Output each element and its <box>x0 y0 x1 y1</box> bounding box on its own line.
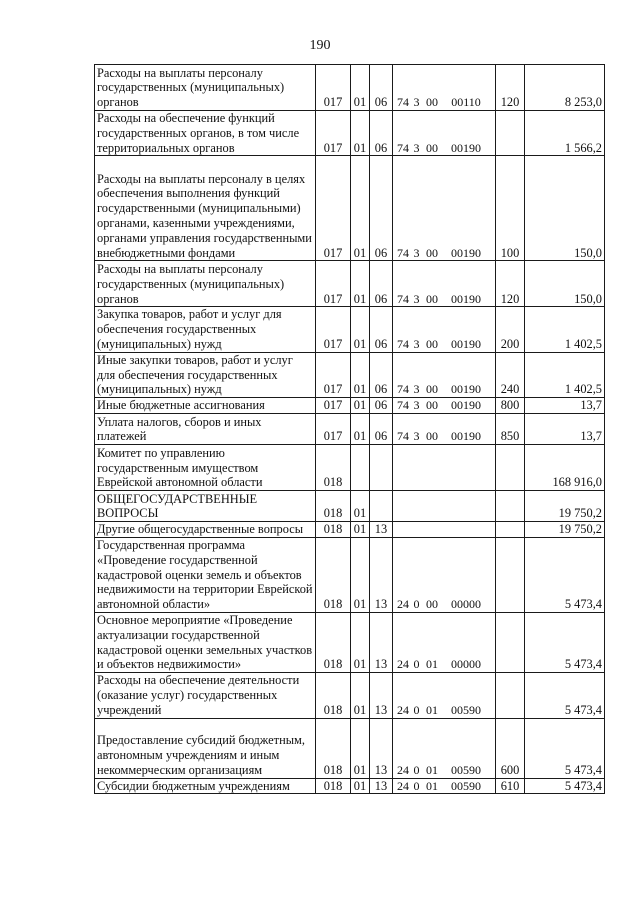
cell-target-article <box>393 398 496 414</box>
cell-section-code: 01 <box>351 352 370 397</box>
page-number: 190 <box>309 38 331 53</box>
target-article-part: 00590 <box>451 778 481 793</box>
target-article-part: 74 <box>397 336 409 351</box>
target-article-part: 00190 <box>451 245 481 260</box>
cell-amount: 19 750,2 <box>525 491 605 522</box>
target-article-part: 01 <box>426 702 438 717</box>
target-article-part: 3 <box>413 429 420 444</box>
target-article-part: 24 <box>397 778 409 793</box>
row-name: Уплата налогов, сборов и иных платежей <box>95 414 316 445</box>
target-article-part: 00 <box>426 95 438 110</box>
cell-section-code: 01 <box>351 398 370 414</box>
target-article-part: 3 <box>413 245 420 260</box>
cell-ministry-code: 017 <box>316 65 351 111</box>
target-article-part: 0 <box>413 762 420 777</box>
cell-amount: 5 473,4 <box>525 673 605 718</box>
cell-amount: 5 473,4 <box>525 778 605 794</box>
target-article-part: 00590 <box>451 762 481 777</box>
row-name: Расходы на выплаты персоналу государственных (муниципальных) органов <box>95 65 316 111</box>
cell-amount: 19 750,2 <box>525 522 605 538</box>
target-article-part: 74 <box>397 291 409 306</box>
cell-section-code: 01 <box>351 261 370 307</box>
cell-expense-type: 850 <box>496 414 525 445</box>
cell-subsection-code: 13 <box>370 522 393 538</box>
cell-amount: 1 402,5 <box>525 307 605 352</box>
cell-ministry-code: 018 <box>316 445 351 491</box>
cell-amount: 5 473,4 <box>525 718 605 778</box>
cell-ministry-code: 018 <box>316 778 351 794</box>
row-name: Основное мероприятие «Проведение актуализации государственной кадастровой оценки земельных участков и объектов недвижимости» <box>95 612 316 672</box>
row-name: Расходы на обеспечение деятельности (оказание услуг) государственных учреждений <box>95 673 316 718</box>
cell-target-article <box>393 307 496 352</box>
cell-target-article <box>393 261 496 307</box>
target-article-part: 00000 <box>451 657 481 672</box>
target-article-part: 3 <box>413 95 420 110</box>
table-row <box>95 352 605 397</box>
target-article-part: 3 <box>413 336 420 351</box>
cell-amount: 5 473,4 <box>525 612 605 672</box>
cell-expense-type: 200 <box>496 307 525 352</box>
cell-subsection-code: 06 <box>370 65 393 111</box>
cell-ministry-code: 017 <box>316 307 351 352</box>
cell-subsection-code: 06 <box>370 156 393 261</box>
cell-ministry-code: 018 <box>316 537 351 612</box>
table-row <box>95 445 605 491</box>
budget-table <box>94 64 605 794</box>
cell-expense-type <box>496 522 525 538</box>
cell-subsection-code: 06 <box>370 261 393 307</box>
cell-amount: 1 566,2 <box>525 111 605 156</box>
cell-section-code: 01 <box>351 612 370 672</box>
cell-ministry-code: 017 <box>316 156 351 261</box>
cell-expense-type: 600 <box>496 718 525 778</box>
cell-subsection-code <box>370 491 393 522</box>
cell-ministry-code: 018 <box>316 522 351 538</box>
cell-target-article <box>393 718 496 778</box>
cell-section-code: 01 <box>351 718 370 778</box>
table-row <box>95 612 605 672</box>
cell-amount: 13,7 <box>525 414 605 445</box>
cell-target-article <box>393 445 496 491</box>
target-article-part: 74 <box>397 382 409 397</box>
target-article-part: 0 <box>413 702 420 717</box>
target-article-part: 00190 <box>451 398 481 413</box>
table-row <box>95 398 605 414</box>
target-article-part: 00190 <box>451 336 481 351</box>
table-row <box>95 261 605 307</box>
table-row <box>95 307 605 352</box>
target-article-part: 3 <box>413 382 420 397</box>
target-article-part: 00190 <box>451 140 481 155</box>
cell-section-code: 01 <box>351 537 370 612</box>
cell-ministry-code: 018 <box>316 718 351 778</box>
target-article-part: 3 <box>413 398 420 413</box>
cell-ministry-code: 018 <box>316 612 351 672</box>
target-article-part: 00000 <box>451 597 481 612</box>
cell-target-article <box>393 612 496 672</box>
target-article-part: 74 <box>397 140 409 155</box>
cell-target-article <box>393 522 496 538</box>
target-article-part: 74 <box>397 245 409 260</box>
cell-expense-type: 610 <box>496 778 525 794</box>
cell-subsection-code: 13 <box>370 778 393 794</box>
cell-target-article <box>393 673 496 718</box>
target-article-part: 24 <box>397 597 409 612</box>
table-row <box>95 156 605 261</box>
table-row <box>95 522 605 538</box>
cell-ministry-code: 017 <box>316 414 351 445</box>
cell-target-article <box>393 156 496 261</box>
cell-subsection-code: 13 <box>370 673 393 718</box>
cell-ministry-code: 017 <box>316 261 351 307</box>
row-name: ОБЩЕГОСУДАРСТВЕННЫЕ ВОПРОСЫ <box>95 491 316 522</box>
cell-section-code: 01 <box>351 522 370 538</box>
cell-amount: 150,0 <box>525 156 605 261</box>
cell-amount: 8 253,0 <box>525 65 605 111</box>
target-article-part: 00190 <box>451 429 481 444</box>
target-article-part: 3 <box>413 140 420 155</box>
target-article-part: 01 <box>426 762 438 777</box>
cell-subsection-code: 06 <box>370 111 393 156</box>
table-row <box>95 718 605 778</box>
budget-table-body <box>95 65 605 794</box>
row-name: Субсидии бюджетным учреждениям <box>95 778 316 794</box>
table-row <box>95 673 605 718</box>
target-article-part: 3 <box>413 291 420 306</box>
cell-expense-type: 240 <box>496 352 525 397</box>
cell-section-code: 01 <box>351 156 370 261</box>
target-article-part: 0 <box>413 657 420 672</box>
cell-expense-type <box>496 491 525 522</box>
row-name: Иные закупки товаров, работ и услуг для обеспечения государственных (муниципальных) нужд <box>95 352 316 397</box>
cell-expense-type <box>496 673 525 718</box>
cell-ministry-code: 017 <box>316 111 351 156</box>
target-article-part: 00 <box>426 336 438 351</box>
cell-target-article <box>393 111 496 156</box>
target-article-part: 24 <box>397 657 409 672</box>
cell-amount: 5 473,4 <box>525 537 605 612</box>
cell-expense-type: 100 <box>496 156 525 261</box>
target-article-part: 00590 <box>451 702 481 717</box>
row-name: Расходы на обеспечение функций государственных органов, в том числе территориальных органов <box>95 111 316 156</box>
cell-subsection-code: 06 <box>370 398 393 414</box>
cell-amount: 168 916,0 <box>525 445 605 491</box>
cell-target-article <box>393 537 496 612</box>
table-row <box>95 65 605 111</box>
cell-subsection-code: 06 <box>370 352 393 397</box>
table-row <box>95 111 605 156</box>
cell-ministry-code: 017 <box>316 352 351 397</box>
cell-target-article <box>393 491 496 522</box>
row-name: Закупка товаров, работ и услуг для обеспечения государственных (муниципальных) нужд <box>95 307 316 352</box>
target-article-part: 00 <box>426 597 438 612</box>
target-article-part: 00 <box>426 140 438 155</box>
cell-ministry-code: 017 <box>316 398 351 414</box>
row-name: Расходы на выплаты персоналу в целях обеспечения выполнения функций государственными (муниципальными) органами, казенными учреждениями, органами управления государственными внебюджетными фондами <box>95 156 316 261</box>
target-article-part: 74 <box>397 95 409 110</box>
target-article-part: 24 <box>397 702 409 717</box>
cell-section-code <box>351 445 370 491</box>
cell-subsection-code: 06 <box>370 414 393 445</box>
row-name: Предоставление субсидий бюджетным, автономным учреждениям и иным некоммерческим организациям <box>95 718 316 778</box>
cell-subsection-code: 06 <box>370 307 393 352</box>
target-article-part: 00 <box>426 291 438 306</box>
cell-section-code: 01 <box>351 673 370 718</box>
cell-section-code: 01 <box>351 491 370 522</box>
cell-subsection-code <box>370 445 393 491</box>
table-row <box>95 778 605 794</box>
target-article-part: 00 <box>426 429 438 444</box>
cell-subsection-code: 13 <box>370 537 393 612</box>
target-article-part: 00 <box>426 382 438 397</box>
cell-target-article <box>393 414 496 445</box>
cell-section-code: 01 <box>351 65 370 111</box>
row-name: Комитет по управлению государственным имуществом Еврейской автономной области <box>95 445 316 491</box>
table-row <box>95 491 605 522</box>
cell-subsection-code: 13 <box>370 612 393 672</box>
cell-amount: 150,0 <box>525 261 605 307</box>
cell-section-code: 01 <box>351 307 370 352</box>
cell-amount: 13,7 <box>525 398 605 414</box>
table-row <box>95 537 605 612</box>
cell-target-article <box>393 352 496 397</box>
row-name: Государственная программа «Проведение государственной кадастровой оценки земель и объектов недвижимости на территории Еврейской автономной области» <box>95 537 316 612</box>
target-article-part: 00110 <box>451 95 481 110</box>
cell-ministry-code: 018 <box>316 491 351 522</box>
target-article-part: 0 <box>413 778 420 793</box>
cell-expense-type: 120 <box>496 261 525 307</box>
target-article-part: 74 <box>397 429 409 444</box>
target-article-part: 00 <box>426 398 438 413</box>
target-article-part: 00190 <box>451 382 481 397</box>
target-article-part: 01 <box>426 657 438 672</box>
cell-expense-type <box>496 537 525 612</box>
cell-section-code: 01 <box>351 414 370 445</box>
row-name: Иные бюджетные ассигнования <box>95 398 316 414</box>
row-name: Расходы на выплаты персоналу государственных (муниципальных) органов <box>95 261 316 307</box>
target-article-part: 00 <box>426 245 438 260</box>
cell-expense-type <box>496 111 525 156</box>
cell-expense-type: 800 <box>496 398 525 414</box>
cell-expense-type: 120 <box>496 65 525 111</box>
target-article-part: 00190 <box>451 291 481 306</box>
cell-ministry-code: 018 <box>316 673 351 718</box>
target-article-part: 01 <box>426 778 438 793</box>
cell-expense-type <box>496 445 525 491</box>
cell-target-article <box>393 778 496 794</box>
table-row <box>95 414 605 445</box>
target-article-part: 24 <box>397 762 409 777</box>
cell-amount: 1 402,5 <box>525 352 605 397</box>
cell-section-code: 01 <box>351 111 370 156</box>
row-name: Другие общегосударственные вопросы <box>95 522 316 538</box>
cell-expense-type <box>496 612 525 672</box>
target-article-part: 0 <box>413 597 420 612</box>
cell-section-code: 01 <box>351 778 370 794</box>
cell-target-article <box>393 65 496 111</box>
target-article-part: 74 <box>397 398 409 413</box>
cell-subsection-code: 13 <box>370 718 393 778</box>
